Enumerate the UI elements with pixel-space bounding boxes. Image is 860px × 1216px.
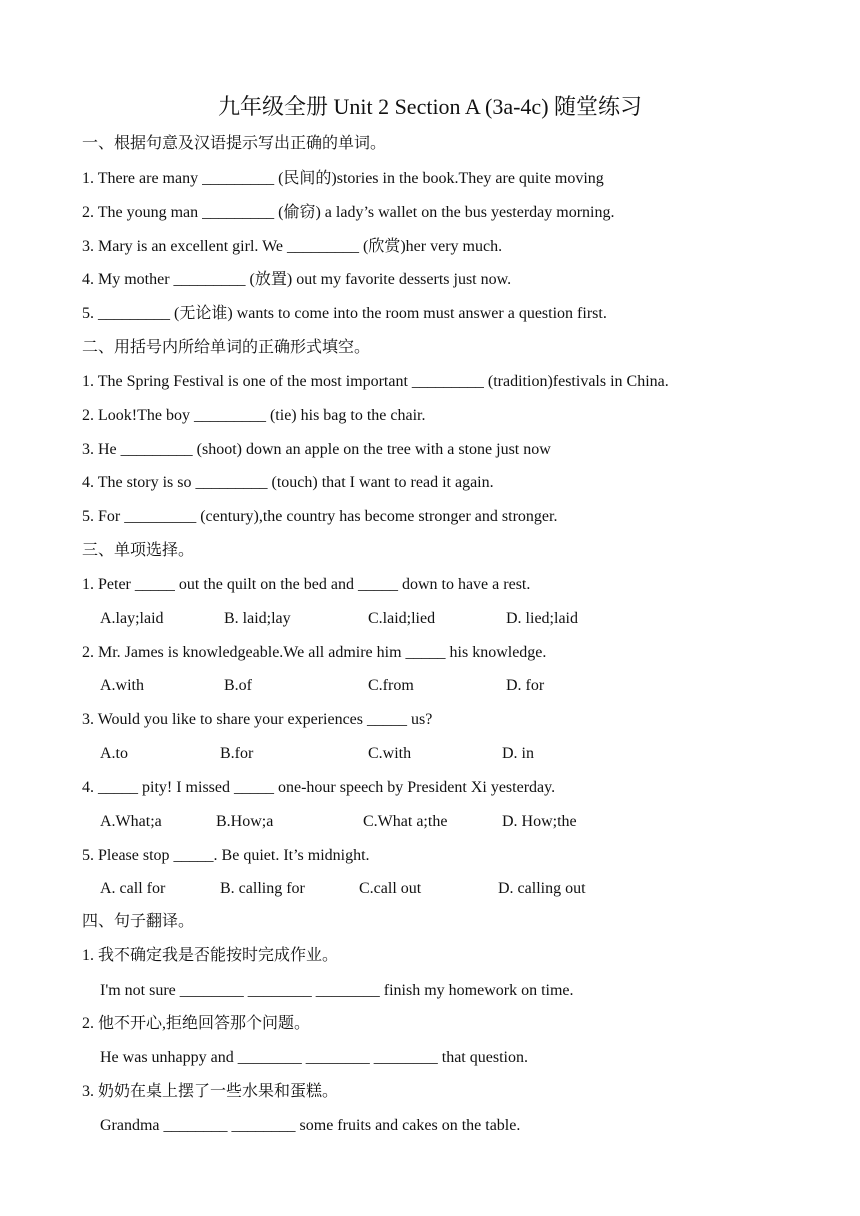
page-title: 九年级全册 Unit 2 Section A (3a-4c) 随堂练习	[217, 94, 643, 119]
section-3-heading: 三、单项选择。	[82, 542, 195, 559]
s3-q3-option-d: D. in	[502, 745, 534, 762]
s3-q4-option-a: A.What;a	[100, 813, 162, 830]
section-1-heading: 一、根据句意及汉语提示写出正确的单词。	[82, 135, 387, 152]
s4-item-2-chinese: 2. 他不开心,拒绝回答那个问题。	[82, 1015, 311, 1032]
s3-q4-option-d: D. How;the	[502, 813, 577, 830]
s2-question-1: 1. The Spring Festival is one of the most important _________ (tradition)festivals in China.	[82, 373, 669, 390]
s3-question-3-stem: 3. Would you like to share your experiences _____ us?	[82, 711, 433, 728]
s3-q2-option-c: C.from	[368, 677, 414, 694]
s4-item-3-english: Grandma ________ ________ some fruits and cakes on the table.	[100, 1117, 521, 1134]
s3-q5-option-c: C.call out	[359, 880, 422, 897]
s1-question-4: 4. My mother _________ (放置) out my favorite desserts just now.	[82, 271, 512, 288]
s3-q2-option-b: B.of	[224, 677, 252, 694]
s3-q4-option-c: C.What a;the	[363, 813, 448, 830]
s4-item-3-chinese: 3. 奶奶在桌上摆了一些水果和蛋糕。	[82, 1083, 339, 1100]
s3-q5-option-a: A. call for	[100, 880, 166, 897]
s3-q4-option-b: B.How;a	[216, 813, 274, 830]
s3-q1-option-d: D. lied;laid	[506, 610, 578, 627]
s3-q2-option-d: D. for	[506, 677, 545, 694]
s3-q3-option-c: C.with	[368, 745, 412, 762]
section-4-heading: 四、句子翻译。	[82, 913, 195, 930]
s2-question-3: 3. He _________ (shoot) down an apple on the tree with a stone just now	[82, 441, 551, 458]
s1-question-5: 5. _________ (无论谁) wants to come into the room must answer a question first.	[82, 305, 607, 322]
s2-question-2: 2. Look!The boy _________ (tie) his bag to the chair.	[82, 407, 426, 424]
s3-q5-option-d: D. calling out	[498, 880, 586, 897]
s3-q3-option-b: B.for	[220, 745, 254, 762]
s3-q1-option-c: C.laid;lied	[368, 610, 436, 627]
s3-q2-option-a: A.with	[100, 677, 144, 694]
s1-question-3: 3. Mary is an excellent girl. We _________ (欣赏)her very much.	[82, 238, 503, 255]
s3-q5-option-b: B. calling for	[220, 880, 305, 897]
s1-question-1: 1. There are many _________ (民间的)stories in the book.They are quite moving	[82, 170, 604, 187]
s3-q1-option-a: A.lay;laid	[100, 610, 164, 627]
s3-q3-option-a: A.to	[100, 745, 128, 762]
s3-question-1-stem: 1. Peter _____ out the quilt on the bed and _____ down to have a rest.	[82, 576, 531, 593]
s2-question-4: 4. The story is so _________ (touch) that I want to read it again.	[82, 474, 494, 491]
section-2-heading: 二、用括号内所给单词的正确形式填空。	[82, 339, 371, 356]
s4-item-2-english: He was unhappy and ________ ________ ________ that question.	[100, 1049, 528, 1066]
s3-question-5-stem: 5. Please stop _____. Be quiet. It’s midnight.	[82, 847, 370, 864]
s3-question-2-stem: 2. Mr. James is knowledgeable.We all admire him _____ his knowledge.	[82, 644, 547, 661]
s2-question-5: 5. For _________ (century),the country has become stronger and stronger.	[82, 508, 558, 525]
s1-question-2: 2. The young man _________ (偷窃) a lady’s wallet on the bus yesterday morning.	[82, 204, 615, 221]
s4-item-1-english: I'm not sure ________ ________ ________ finish my homework on time.	[100, 982, 574, 999]
s3-q1-option-b: B. laid;lay	[224, 610, 291, 627]
s4-item-1-chinese: 1. 我不确定我是否能按时完成作业。	[82, 947, 339, 964]
s3-question-4-stem: 4. _____ pity! I missed _____ one-hour speech by President Xi yesterday.	[82, 779, 556, 796]
